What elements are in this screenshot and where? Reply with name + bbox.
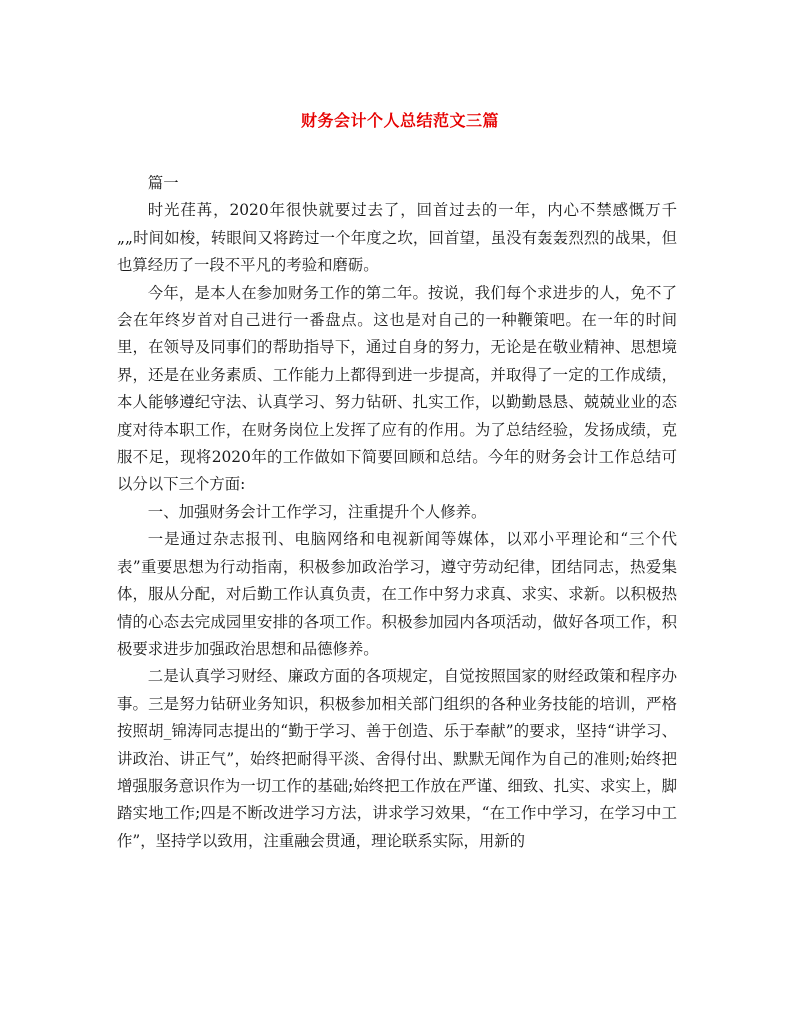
- paragraph-overview: 今年，是本人在参加财务工作的第二年。按说，我们每个求进步的人，免不了会在年终岁首对自己进行一番盘点。这也是对自己的一种鞭策吧。在一年的时间里，在领导及同事们的帮助指导下，通过自身的努力，无论是在敬业精神、思想境界，还是在业务素质、工作能力上都得到进一步提高，并取得了一定的工作成绩，本人能够遵纪守法、认真学习、努力钻研、扎实工作，以勤勤恳恳、兢兢业业的态度对待本职工作，在财务岗位上发挥了应有的作用。为了总结经验，发扬成绩，克服不足，现将2020年的工作做如下简要回顾和总结。今年的财务会计工作总结可以分以下三个方面:: [117, 283, 677, 494]
- paragraph-point-one: 一是通过杂志报刊、电脑网络和电视新闻等媒体，以邓小平理论和“三个代表”重要思想为行动指南，积极参加政治学习，遵守劳动纪律，团结同志，热爱集体，服从分配，对后勤工作认真负责，在工作中努力求真、求实、求新。以积极热情的心态去完成园里安排的各项工作。积极参加园内各项活动，做好各项工作，积极要求进步加强政治思想和品德修养。: [117, 530, 677, 658]
- section-heading-study: 一、加强财务会计工作学习，注重提升个人修养。: [147, 502, 487, 521]
- document-body: [117, 170, 677, 855]
- paragraph-point-two: 二是认真学习财经、廉政方面的各项规定，自觉按照国家的财经政策和程序办事。三是努力钻研业务知识，积极参加相关部门组织的各种业务技能的培训，严格按照胡_锦涛同志提出的“勤于学习、善于创造、乐于奉献”的要求，坚持“讲学习、讲政治、讲正气”，始终把耐得平淡、舍得付出、默默无闻作为自己的准则;始终把增强服务意识作为一切工作的基础;始终把工作放在严谨、细致、扎实、求实上，脚踏实地工作;四是不断改进学习方法，讲求学习效果，“在工作中学习，在学习中工作”，坚持学以致用，注重融会贯通，理论联系实际，用新的: [117, 667, 677, 850]
- section-heading-part-one: 篇一: [147, 174, 179, 192]
- document-title: 财务会计个人总结范文三篇: [300, 111, 499, 130]
- paragraph-intro: 时光荏苒，2020年很快就要过去了，回首过去的一年，内心不禁感慨万千„„时间如梭，转眼间又将跨过一个年度之坎，回首望，虽没有轰轰烈烈的战果，但也算经历了一段不平凡的考验和磨砺。: [117, 201, 677, 275]
